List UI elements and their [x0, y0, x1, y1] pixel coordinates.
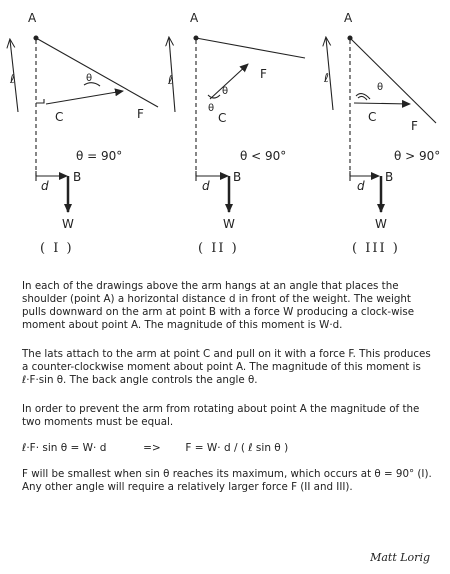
angle-condition: θ < 90°: [240, 149, 287, 163]
point-c-label: C: [368, 110, 377, 124]
equation-right: F = W· d / ( ℓ sin θ ): [185, 442, 289, 454]
distance-label: d: [41, 179, 49, 193]
equation-left: ℓ·F· sin θ = W· d: [22, 442, 107, 454]
point-a-label: A: [28, 11, 37, 25]
angle-label: θ: [208, 103, 215, 114]
point-b-label: B: [233, 170, 242, 184]
point-b-label: B: [73, 170, 82, 184]
distance-label: d: [202, 179, 210, 193]
arm-line: [36, 38, 158, 107]
diagram-3: [323, 11, 440, 256]
paragraph-lats-moment: The lats attach to the arm at point C and pull on it with a force F. This produces a counter-clockwise moment about point A. The magnitude of this moment is ℓ·F·sin θ. The back angle controls the angle θ.: [22, 348, 431, 386]
angle-label: θ: [377, 82, 384, 93]
diagram-2: [167, 11, 305, 256]
author-signature: Matt Lorig: [370, 551, 430, 564]
right-angle-marker: [36, 99, 44, 103]
point-a-label: A: [344, 11, 353, 25]
force-f-arrow: [210, 64, 248, 99]
equation-arrow: =>: [143, 442, 161, 454]
force-f-arrow: [46, 91, 123, 104]
force-f-arrow: [354, 103, 410, 104]
weight-label: W: [223, 217, 235, 231]
point-a-label: A: [190, 11, 199, 25]
arm-length-label: ℓ: [10, 72, 15, 86]
paragraph-conclusion: F will be smallest when sin θ reaches its maximum, which occurs at θ = 90° (I). Any other angle will require a relatively larger force F (II and III).: [22, 468, 432, 493]
angle-condition: θ > 90°: [394, 149, 441, 163]
arm-length-label: ℓ: [168, 73, 173, 87]
point-c-label: C: [218, 111, 227, 125]
force-diagrams: [0, 0, 450, 270]
distance-label: d: [357, 179, 365, 193]
angle-label: θ: [86, 73, 93, 84]
force-f-label: F: [260, 67, 267, 81]
point-c-label: C: [55, 110, 64, 124]
force-f-label: F: [137, 107, 144, 121]
angle-condition: θ = 90°: [76, 149, 123, 163]
equation-row: [22, 442, 288, 454]
angle-arc-inner: [358, 96, 367, 100]
arm-line: [350, 38, 436, 123]
diagram-numeral: ( II ): [198, 241, 239, 256]
point-b-label: B: [385, 170, 394, 184]
angle-label-upper: θ: [222, 86, 229, 97]
weight-label: W: [62, 217, 74, 231]
arm-line: [196, 38, 305, 58]
force-f-label: F: [411, 119, 418, 133]
paragraph-weight-moment: In each of the drawings above the arm hangs at an angle that places the shoulder (point A) a horizontal distance d in front of the weight. The weight pulls downward on the arm at point B with a force W producing a clock-wise moment about point A. The magnitude of this moment is W·d.: [22, 280, 415, 331]
diagram-1: [9, 11, 158, 256]
diagram-numeral: ( I ): [40, 241, 74, 256]
diagram-numeral: ( III ): [352, 241, 400, 256]
weight-label: W: [375, 217, 387, 231]
paragraph-equilibrium: In order to prevent the arm from rotating about point A the magnitude of the two moments must be equal.: [22, 403, 420, 428]
arm-length-label: ℓ: [324, 71, 329, 85]
